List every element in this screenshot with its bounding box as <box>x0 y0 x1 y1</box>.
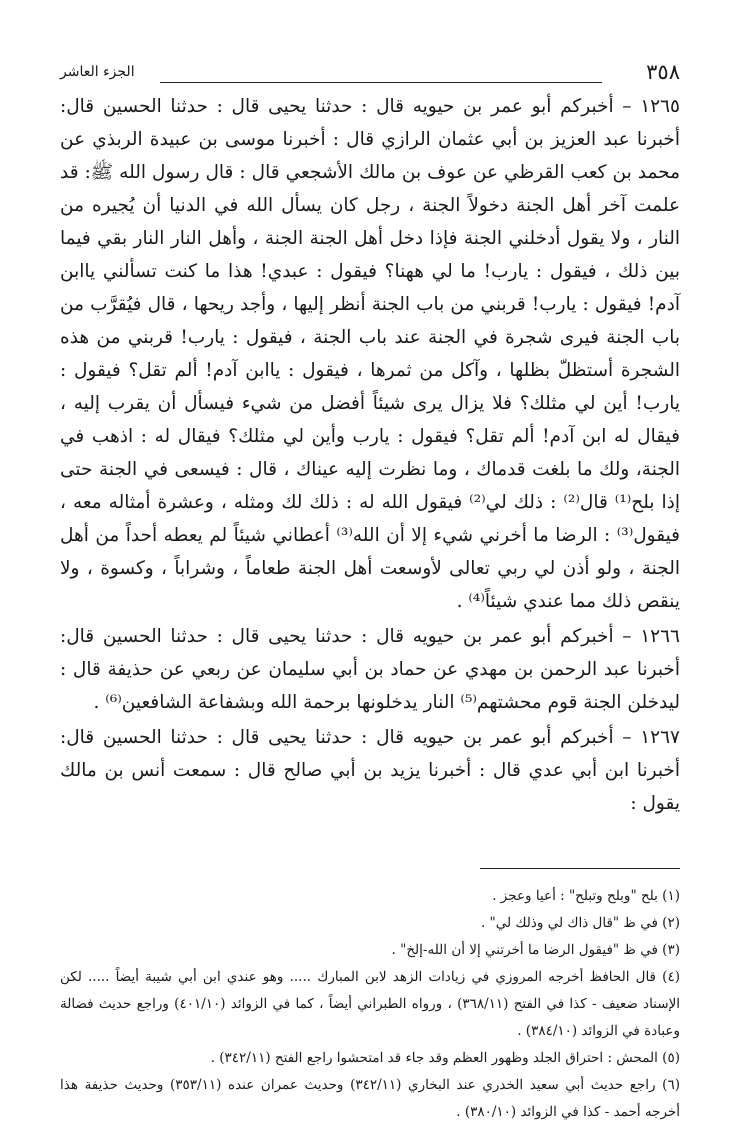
footnote-separator <box>480 868 680 869</box>
page-number: ٣٥٨ <box>646 60 680 84</box>
footnote-3: (٣) في ظ "فيقول الرضا ما أخرتني إلا أن الله-إلخ" . <box>391 942 680 958</box>
footnote-2: (٢) في ظ "قال ذاك لي وذلك لي" . <box>480 915 680 931</box>
main-text <box>60 90 680 820</box>
footnote-4: (٤) قال الحافظ أخرجه المروزي في زيادات الزهد لابن المبارك ..... وهو عندي ابن أبي شيبة أيضاً ..... لكن الإسناد ضعيف - كذا في الفتح (٣٦٨/١١) ، ورواه الطبراني أيضاً ، كما في الزوائد (٤٠١/١٠) وراجع حديث فضالة وعبادة في الزوائد (٣٨٤/١٠) . <box>60 969 681 1039</box>
footnote-1: (١) بلح "وبلح وتبلح" : أعيا وعجز . <box>492 888 680 904</box>
header-rule <box>160 82 602 83</box>
volume-title: الجزء العاشر <box>60 64 135 80</box>
page-header <box>60 58 680 90</box>
book-page <box>60 58 680 1126</box>
footnote-5: (٥) المحش : احتراق الجلد وظهور العظم وقد جاء قد امتحشوا راجع الفتح (٣٤٢/١١) . <box>210 1050 680 1066</box>
hadith-1267: ١٢٦٧ – أخبركم أبو عمر بن حيويه قال : حدثنا يحيى قال : حدثنا الحسين قال: أخبرنا ابن أبي عدي قال : أخبرنا يزيد بن أبي صالح قال : سمعت أنس بن مالك يقول : <box>60 727 680 814</box>
footnote-6: (٦) راجع حديث أبي سعيد الخدري عند البخاري (٣٤٢/١١) وحديث عمران عنده (٣٥٣/١١) وحديث حذيفة هذا أخرجه أحمد - كذا في الزوائد (٣٨٠/١٠) . <box>60 1077 680 1120</box>
hadith-1265: ١٢٦٥ – أخبركم أبو عمر بن حيويه قال : حدثنا يحيى قال : حدثنا الحسين قال: أخبرنا عبد العزيز بن أبي عثمان الرازي قال : أخبرنا موسى بن عبيدة الربذي عن محمد بن كعب القرظي عن عوف بن مالك الأشجعي قال : قال رسول الله ﷺ: قد علمت آخر أهل الجنة دخولاً الجنة ، رجل كان يسأل الله في الدنيا أن يُجيره من النار ، ولا يقول أدخلني الجنة فإذا دخل أهل الجنة الجنة ، وأهل النار النار بقي فيما بين ذلك ، فيقول : يارب! ما لي ههنا؟ فيقول : عبدي! هذا ما كنت تسألني ياابن آدم! فيقول : يارب! قربني من باب الجنة أنظر إليها ، وأجد ريحها ، قال فيُقرَّب من باب الجنة فيرى شجرة في الجنة عند باب الجنة ، فيقول : يارب! قربني من هذه الشجرة أستظلّ بظلها ، وآكل من ثمرها ، فيقول : ياابن آدم! ألم تقل؟ فيقول : يارب! أين لي مثلك؟ فلا يزال يرى شيئاً أفضل من شيء فيسأل أن يقرب إليه ، فيقال له ابن آدم! ألم تقل؟ فيقول : يارب وأين لي مثلك؟ فيقال له : اذهب في الجنة، ولك ما بلغت قدماك ، وما نظرت إليه عيناك ، قال : فيسعى في الجنة حتى إذا بلح⁽¹⁾ قال⁽²⁾ : ذلك لي⁽²⁾ فيقول الله له : ذلك لك ومثله ، وعشرة أمثاله معه ، فيقول⁽³⁾ : الرضا ما أخرني شيء إلا أن الله⁽³⁾ أعطاني شيئاً لم يعطه أحداً من أهل الجنة ، ولو أذن لي ربي تعالى لأوسعت أهل الجنة طعاماً ، وشراباً ، وكسوة ، ولا ينقص ذلك مما عندي شيئاً⁽⁴⁾ . <box>60 96 681 612</box>
footnotes <box>60 883 680 1126</box>
hadith-1266: ١٢٦٦ – أخبركم أبو عمر بن حيويه قال : حدثنا يحيى قال : حدثنا الحسين قال: أخبرنا عبد الرحمن بن مهدي عن حماد بن أبي سليمان عن ربعي عن حذيفة قال : ليدخلن الجنة قوم محشتهم⁽⁵⁾ النار يدخلونها برحمة الله وبشفاعة الشافعين⁽⁶⁾ . <box>60 626 680 713</box>
